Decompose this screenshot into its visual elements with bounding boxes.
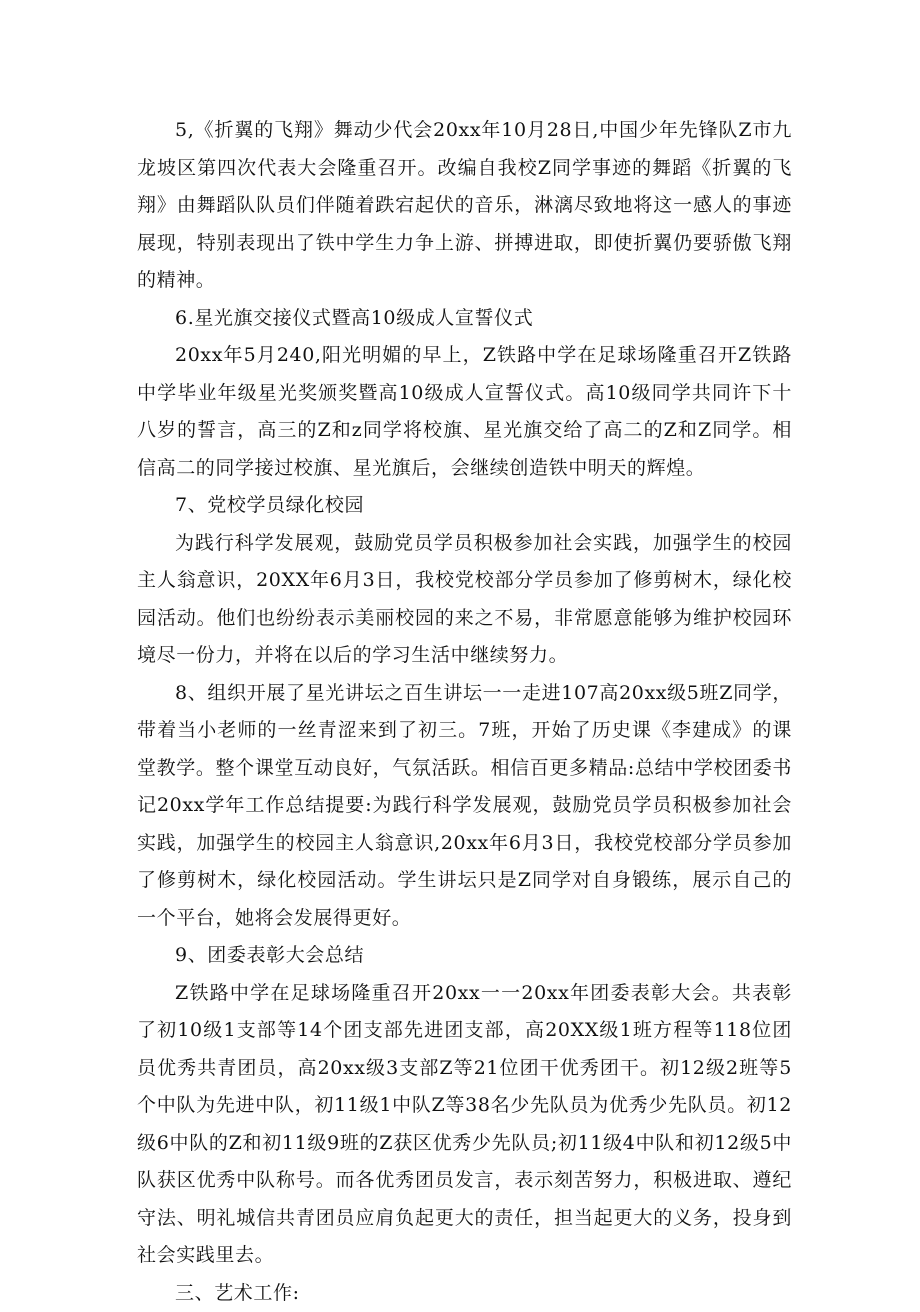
heading-7: 7、党校学员绿化校园 [137, 487, 792, 525]
document-body [137, 112, 792, 1312]
heading-6: 6.星光旗交接仪式暨高10级成人宣誓仪式 [137, 300, 792, 338]
paragraph-6: 20xx年5月240,阳光明媚的早上，Z铁路中学在足球场隆重召开Z铁路中学毕业年级星光奖颁奖暨高10级成人宣誓仪式。高10级同学共同许下十八岁的誓言，高三的Z和z同学将校旗、星光旗交给了高二的Z和Z同学。相信高二的同学接过校旗、星光旗后，会继续创造铁中明天的辉煌。 [137, 337, 792, 487]
paragraph-8: 8、组织开展了星光讲坛之百生讲坛一一走进107高20xx级5班Z同学，带着当小老师的一丝青涩来到了初三。7班，开始了历史课《李建成》的课堂教学。整个课堂互动良好，气氛活跃。相信百更多精品:总结中学校团委书记20xx学年工作总结提要:为践行科学发展观，鼓励党员学员积极参加社会实践，加强学生的校园主人翁意识,20xx年6月3日，我校党校部分学员参加了修剪树木，绿化校园活动。学生讲坛只是Z同学对自身锻练，展示自己的一个平台，她将会发展得更好。 [137, 675, 792, 938]
paragraph-7: 为践行科学发展观，鼓励党员学员积极参加社会实践，加强学生的校园主人翁意识，20XX年6月3日，我校党校部分学员参加了修剪树木，绿化校园活动。他们也纷纷表示美丽校园的来之不易，非常愿意能够为维护校园环境尽一份力，并将在以后的学习生活中继续努力。 [137, 525, 792, 675]
section-heading-art: 三、艺术工作: [137, 1275, 792, 1312]
paragraph-5: 5,《折翼的飞翔》舞动少代会20xx年10月28日,中国少年先锋队Z市九龙坡区第四次代表大会隆重召开。改编自我校Z同学事迹的舞蹈《折翼的飞翔》由舞蹈队队员们伴随着跌宕起伏的音乐，淋漓尽致地将这一感人的事迹展现，特别表现出了铁中学生力争上游、拼搏进取，即使折翼仍要骄傲飞翔的精神。 [137, 112, 792, 300]
paragraph-9: Z铁路中学在足球场隆重召开20xx一一20xx年团委表彰大会。共表彰了初10级1支部等14个团支部先进团支部，高20XX级1班方程等118位团员优秀共青团员，高20xx级3支部Z等21位团干优秀团干。初12级2班等5个中队为先进中队，初11级1中队Z等38名少先队员为优秀少先队员。初12级6中队的Z和初11级9班的Z获区优秀少先队员;初11级4中队和初12级5中队获区优秀中队称号。而各优秀团员发言，表示刻苦努力，积极进取、遵纪守法、明礼城信共青团员应肩负起更大的责任，担当起更大的义务，投身到社会实践里去。 [137, 975, 792, 1275]
heading-9: 9、团委表彰大会总结 [137, 937, 792, 975]
